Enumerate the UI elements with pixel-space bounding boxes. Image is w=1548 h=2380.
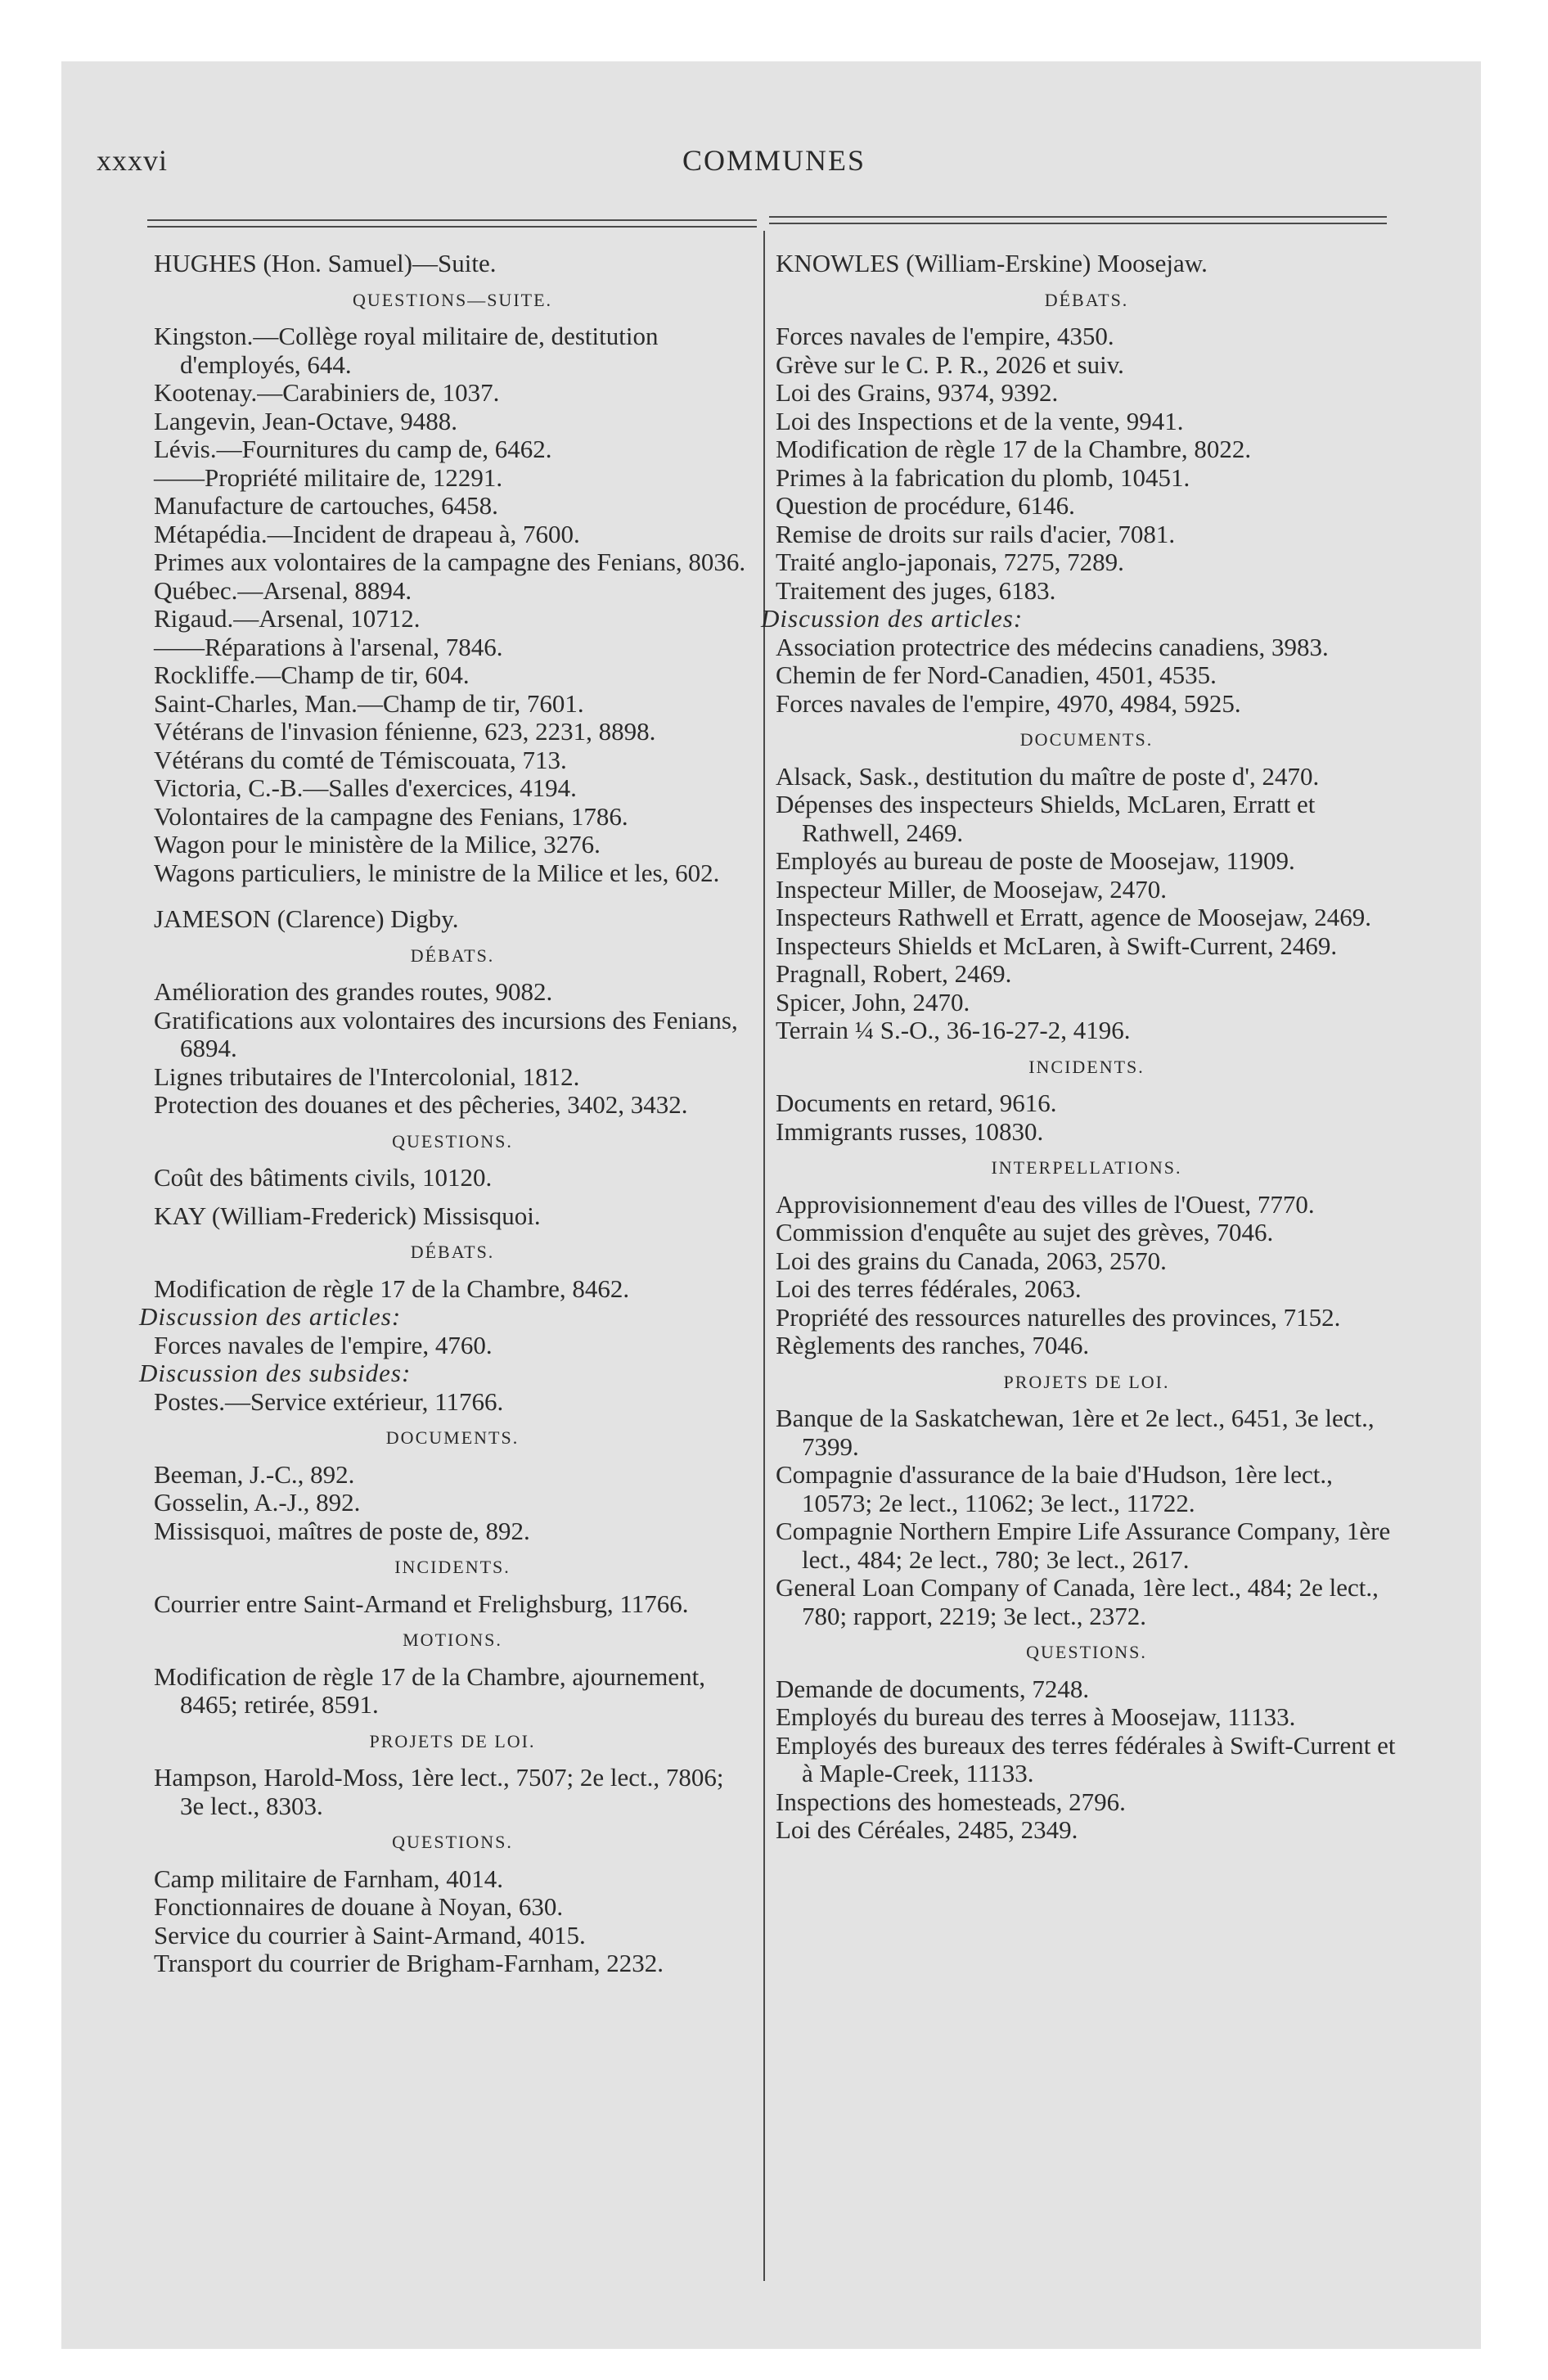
index-entry: Employés du bureau des terres à Moosejaw, 11133. [776, 1702, 1296, 1731]
index-entry: Gosselin, A.-J., 892. [154, 1488, 361, 1517]
index-entry: Approvisionnement d'eau des villes de l'Ouest, 7770. [776, 1189, 1315, 1219]
header-rule-left-top [147, 219, 757, 221]
subsection-heading: DOCUMENTS. [1019, 729, 1154, 750]
index-entry: Compagnie d'assurance de la baie d'Hudson, 1ère lect., 10573; 2e lect., 11062; 3e lect., 11722. [776, 1460, 1333, 1517]
index-entry: ——Propriété militaire de, 12291. [154, 462, 503, 492]
subsection-heading: DÉBATS. [1044, 289, 1129, 310]
index-entry: Propriété des ressources naturelles des provinces, 7152. [776, 1302, 1341, 1332]
index-entry: Immigrants russes, 10830. [776, 1116, 1044, 1146]
index-entry: Loi des Céréales, 2485, 2349. [776, 1815, 1078, 1844]
index-entry: Loi des terres fédérales, 2063. [776, 1274, 1082, 1303]
index-entry: Alsack, Sask., destitution du maître de poste d', 2470. [776, 761, 1320, 791]
index-entry: Grève sur le C. P. R., 2026 et suiv. [776, 349, 1124, 379]
index-entry: Primes à la fabrication du plomb, 10451. [776, 462, 1190, 492]
member-heading: JAMESON (Clarence) Digby. [154, 904, 459, 933]
index-entry: Saint-Charles, Man.—Champ de tir, 7601. [154, 688, 584, 718]
page-number: xxxvi [97, 144, 169, 177]
subsection-heading: INCIDENTS. [394, 1557, 511, 1577]
index-entry: Association protectrice des médecins canadiens, 3983. [776, 632, 1329, 661]
index-entry: Traité anglo-japonais, 7275, 7289. [776, 548, 1124, 576]
index-entry: Service du courrier à Saint-Armand, 4015. [154, 1920, 586, 1950]
index-entry: Hampson, Harold-Moss, 1ère lect., 7507; 2e lect., 7806; 3e lect., 8303. [154, 1763, 724, 1820]
discussion-heading: Discussion des articles: [139, 1302, 402, 1331]
index-entry: Pragnall, Robert, 2469. [776, 959, 1012, 988]
index-entry: Modification de règle 17 de la Chambre, ajournement, 8465; retirée, 8591. [154, 1661, 706, 1719]
subsection-heading: MOTIONS. [403, 1629, 502, 1650]
index-entry: Inspecteur Miller, de Moosejaw, 2470. [776, 874, 1167, 904]
index-entry: Kingston.—Collège royal militaire de, destitution d'employés, 644. [154, 322, 659, 379]
header-rule-right-top [769, 216, 1387, 218]
running-title: COMMUNES [682, 144, 866, 177]
subsection-heading: PROJETS DE LOI. [1003, 1371, 1170, 1392]
subsection-heading: DÉBATS. [410, 1242, 495, 1262]
column-separator [763, 231, 765, 2281]
index-entry: Beeman, J.-C., 892. [154, 1459, 355, 1489]
subsection-heading: QUESTIONS. [392, 1832, 513, 1852]
index-entry: Manufacture de cartouches, 6458. [154, 491, 498, 520]
index-entry: Postes.—Service extérieur, 11766. [154, 1386, 504, 1416]
subsection-heading: INCIDENTS. [1028, 1056, 1145, 1077]
index-entry: Compagnie Northern Empire Life Assurance Company, 1ère lect., 484; 2e lect., 780; 3e lect., 2617. [776, 1517, 1391, 1574]
index-entry: Traitement des juges, 6183. [776, 575, 1056, 605]
index-entry: Transport du courrier de Brigham-Farnham, 2232. [154, 1949, 664, 1977]
section-spacer [154, 1192, 751, 1202]
index-entry: Missisquoi, maîtres de poste de, 892. [154, 1516, 530, 1545]
index-entry: Dépenses des inspecteurs Shields, McLaren, Erratt et Rathwell, 2469. [776, 790, 1316, 847]
index-entry: Métapédia.—Incident de drapeau à, 7600. [154, 519, 580, 548]
index-entry: Langevin, Jean-Octave, 9488. [154, 406, 458, 435]
section-spacer [154, 887, 751, 905]
member-heading: KNOWLES (William-Erskine) Moosejaw. [776, 249, 1208, 277]
index-entry: Courrier entre Saint-Armand et Frelighsburg, 11766. [154, 1589, 689, 1618]
index-entry: Lévis.—Fournitures du camp de, 6462. [154, 435, 552, 463]
index-entry: General Loan Company of Canada, 1ère lect., 484; 2e lect., 780; rapport, 2219; 3e lect., 2372. [776, 1573, 1379, 1630]
index-entry: Wagons particuliers, le ministre de la Milice et les, 602. [154, 858, 720, 887]
index-entry: Loi des Inspections et de la vente, 9941. [776, 406, 1184, 435]
member-heading: KAY (William-Frederick) Missisquoi. [154, 1201, 541, 1230]
index-entry: Documents en retard, 9616. [776, 1089, 1057, 1117]
index-entry: Chemin de fer Nord-Canadien, 4501, 4535. [776, 660, 1217, 689]
index-entry: Lignes tributaires de l'Intercolonial, 1812. [154, 1062, 580, 1091]
subsection-heading: QUESTIONS—SUITE. [352, 289, 553, 310]
index-entry: Forces navales de l'empire, 4760. [154, 1330, 493, 1359]
index-entry: Modification de règle 17 de la Chambre, 8022. [776, 435, 1252, 463]
index-entry: Inspecteurs Rathwell et Erratt, agence de Moosejaw, 2469. [776, 903, 1371, 931]
member-heading: HUGHES (Hon. Samuel)—Suite. [154, 249, 497, 277]
discussion-heading: Discussion des articles: [761, 604, 1024, 633]
index-entry: Modification de règle 17 de la Chambre, 8462. [154, 1273, 630, 1303]
header-rule-left-bottom [147, 226, 757, 228]
index-entry: Vétérans du comté de Témiscouata, 713. [154, 745, 567, 774]
index-entry: Demande de documents, 7248. [776, 1674, 1090, 1703]
index-entry: Amélioration des grandes routes, 9082. [154, 977, 553, 1006]
discussion-heading: Discussion des subsides: [139, 1359, 412, 1387]
index-entry: Coût des bâtiments civils, 10120. [154, 1163, 493, 1192]
index-entry: ——Réparations à l'arsenal, 7846. [154, 632, 503, 661]
index-entry: Banque de la Saskatchewan, 1ère et 2e lect., 6451, 3e lect., 7399. [776, 1404, 1375, 1461]
subsection-heading: DÉBATS. [410, 944, 495, 966]
left-column [139, 249, 751, 1978]
index-entry: Forces navales de l'empire, 4970, 4984, 5925. [776, 688, 1241, 718]
index-entry: Primes aux volontaires de la campagne des Fenians, 8036. [154, 548, 746, 576]
index-entry: Gratifications aux volontaires des incursions des Fenians, 6894. [154, 1005, 738, 1062]
index-entry: Kootenay.—Carabiniers de, 1037. [154, 378, 500, 407]
index-entry: Victoria, C.-B.—Salles d'exercices, 4194. [154, 773, 577, 802]
index-entry: Rigaud.—Arsenal, 10712. [154, 604, 421, 633]
index-entry: Vétérans de l'invasion fénienne, 623, 2231, 8898. [154, 717, 656, 746]
index-entry: Wagon pour le ministère de la Milice, 3276. [154, 830, 601, 859]
header-rule-right-bottom [769, 223, 1387, 224]
index-entry: Volontaires de la campagne des Fenians, 1786. [154, 801, 628, 831]
index-entry: Employés au bureau de poste de Moosejaw, 11909. [776, 846, 1295, 875]
index-entry: Rockliffe.—Champ de tir, 604. [154, 660, 470, 689]
index-entry: Fonctionnaires de douane à Noyan, 630. [154, 1892, 564, 1921]
index-entry: Terrain ¼ S.-O., 36-16-27-2, 4196. [776, 1016, 1131, 1044]
index-entry: Forces navales de l'empire, 4350. [776, 322, 1114, 350]
index-entry: Loi des Grains, 9374, 9392. [776, 378, 1059, 407]
right-column [761, 249, 1397, 1845]
index-entry: Employés des bureaux des terres fédérales à Swift-Current et à Maple-Creek, 11133. [776, 1730, 1396, 1787]
index-entry: Question de procédure, 6146. [776, 491, 1075, 520]
index-entry: Protection des douanes et des pêcheries, 3402, 3432. [154, 1090, 688, 1119]
subsection-heading: DOCUMENTS. [385, 1427, 520, 1448]
subsection-heading: QUESTIONS. [392, 1130, 513, 1152]
index-entry: Règlements des ranches, 7046. [776, 1331, 1090, 1359]
index-entry: Inspecteurs Shields et McLaren, à Swift-Current, 2469. [776, 931, 1338, 960]
index-entry: Québec.—Arsenal, 8894. [154, 575, 412, 605]
subsection-heading: PROJETS DE LOI. [369, 1730, 536, 1751]
index-entry: Remise de droits sur rails d'acier, 7081. [776, 519, 1176, 548]
subsection-heading: INTERPELLATIONS. [991, 1157, 1182, 1178]
index-entry: Commission d'enquête au sujet des grèves, 7046. [776, 1218, 1274, 1246]
index-entry: Camp militaire de Farnham, 4014. [154, 1864, 504, 1893]
index-entry: Inspections des homesteads, 2796. [776, 1787, 1126, 1816]
index-entry: Spicer, John, 2470. [776, 987, 970, 1016]
subsection-heading: QUESTIONS. [1026, 1642, 1147, 1662]
index-entry: Loi des grains du Canada, 2063, 2570. [776, 1246, 1167, 1275]
